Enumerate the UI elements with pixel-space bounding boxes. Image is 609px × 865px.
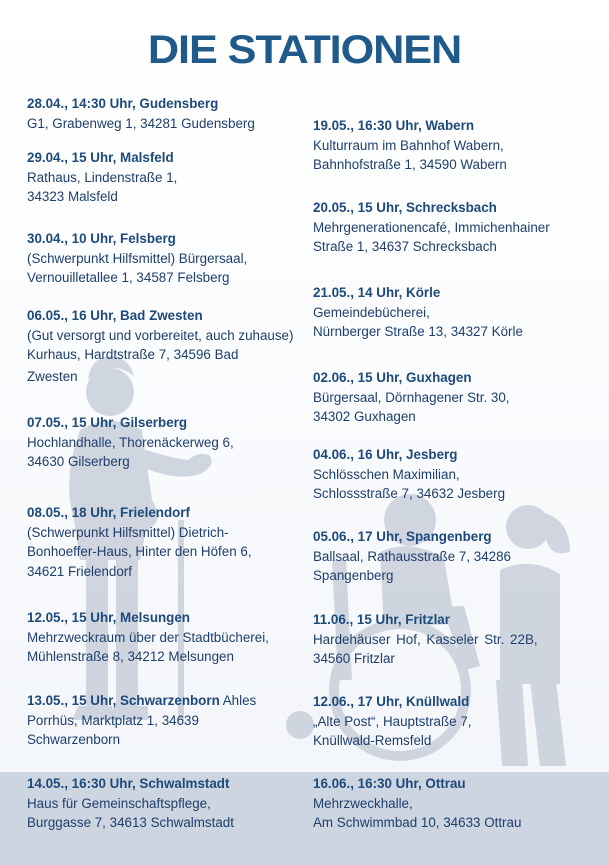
station-address-line: (Gut versorgt und vorbereitet, auch zuhause) (27, 327, 294, 343)
station-date-place: 14.05., 16:30 Uhr, Schwalmstadt (27, 776, 230, 791)
station-address-line: Ballsaal, Rathausstraße 7, 34286 (313, 548, 512, 564)
station-address-line: G1, Grabenweg 1, 34281 Gudensberg (27, 115, 255, 131)
station-address-line: Schlösschen Maximilian, (313, 466, 460, 482)
station-entry (27, 413, 312, 472)
station-address-line: Bonhoeffer-Haus, Hinter den Höfen 6, (27, 544, 252, 559)
station-entry (27, 306, 312, 386)
station-entry (313, 527, 598, 586)
station-date-place: 05.06., 17 Uhr, Spangenberg (313, 529, 492, 544)
station-address-line: „Alte Post“, Hauptstraße 7, (313, 713, 472, 729)
station-entry (313, 283, 598, 342)
station-address-line: Schlossstraße 7, 34632 Jesberg (313, 486, 506, 501)
station-address-line: Mehrzweckraum über der Stadtbücherei, (27, 629, 269, 645)
station-address-line: Hardehäuser Hof, Kasseler Str. 22B, (313, 631, 538, 647)
station-date-place: 21.05., 14 Uhr, Körle (313, 285, 441, 300)
station-address-line: 34560 Fritzlar (313, 651, 395, 666)
station-date-place: 11.06., 15 Uhr, Fritzlar (313, 612, 450, 627)
station-address-line: Spangenberg (313, 568, 394, 583)
station-entry (313, 116, 598, 175)
station-entry (27, 774, 312, 833)
page-title: DIE STATIONEN (147, 28, 462, 72)
station-date-place: 04.06., 16 Uhr, Jesberg (313, 447, 458, 462)
station-address-line: Vernouilletallee 1, 34587 Felsberg (27, 270, 230, 285)
station-entry (27, 229, 312, 288)
station-address-line: Mehrzweckhalle, (313, 795, 413, 811)
station-address-line: Am Schwimmbad 10, 34633 Ottrau (313, 815, 522, 830)
station-entry (27, 503, 312, 581)
station-address-line: Kulturraum im Bahnhof Wabern, (313, 137, 504, 153)
station-entry (27, 608, 312, 667)
station-address-line: Gemeindebücherei, (313, 304, 430, 320)
station-date-place: 06.05., 16 Uhr, Bad Zwesten (27, 308, 203, 323)
station-date-place: 28.04., 14:30 Uhr, Gudensberg (27, 96, 219, 111)
station-address-line: Schwarzenborn (27, 732, 121, 747)
station-address-line: 34302 Guxhagen (313, 409, 416, 424)
station-address-line: Knüllwald-Remsfeld (313, 733, 432, 748)
station-entry (27, 94, 312, 133)
station-address-line: Haus für Gemeinschaftspflege, (27, 795, 211, 811)
station-address-line: Straße 1, 34637 Schrecksbach (313, 239, 497, 254)
station-place-suffix: Ahles (219, 693, 257, 708)
station-address-line: (Schwerpunkt Hilfsmittel) Bürgersaal, (27, 250, 248, 266)
station-address-line: Bahnhofstraße 1, 34590 Wabern (313, 157, 507, 172)
station-date-place: 12.05., 15 Uhr, Melsungen (27, 610, 190, 625)
station-date-place: 19.05., 16:30 Uhr, Wabern (313, 118, 475, 133)
station-date-place: 29.04., 15 Uhr, Malsfeld (27, 150, 174, 165)
station-address-line: Burggasse 7, 34613 Schwalmstadt (27, 815, 234, 830)
station-address-line: 34630 Gilserberg (27, 454, 130, 469)
station-address-line: Rathaus, Lindenstraße 1, (27, 169, 178, 185)
station-entry (313, 692, 598, 751)
station-address-line: 34621 Frielendorf (27, 563, 132, 579)
station-date-place: 13.05., 15 Uhr, Schwarzenborn (27, 693, 220, 708)
station-address-line: 34323 Malsfeld (27, 189, 118, 204)
station-address-line: Mühlenstraße 8, 34212 Melsungen (27, 649, 234, 664)
station-entry (313, 445, 598, 504)
station-entry (27, 148, 312, 207)
station-entry (313, 610, 561, 669)
station-entry (27, 691, 312, 750)
station-date-place: 08.05., 18 Uhr, Frielendorf (27, 505, 190, 520)
station-date-place: 12.06., 17 Uhr, Knüllwald (313, 694, 470, 709)
station-address-line: Hochlandhalle, Thorenäckerweg 6, (27, 434, 234, 450)
station-address-line: Bürgersaal, Dörnhagener Str. 30, (313, 389, 510, 405)
station-date-place: 30.04., 10 Uhr, Felsberg (27, 231, 176, 246)
station-date-place: 07.05., 15 Uhr, Gilserberg (27, 415, 188, 430)
station-address-line: Nürnberger Straße 13, 34327 Körle (313, 324, 523, 339)
station-address-line: Porrhüs, Marktplatz 1, 34639 (27, 712, 199, 728)
station-address-line: Kurhaus, Hardtstraße 7, 34596 Bad (27, 347, 239, 362)
station-address-line: Mehrgenerationencafé, Immichenhainer (313, 219, 550, 235)
station-entry (313, 198, 598, 257)
station-address-line: Zwesten (27, 368, 78, 384)
station-address-line: (Schwerpunkt Hilfsmittel) Dietrich- (27, 524, 229, 540)
station-date-place: 02.06., 15 Uhr, Guxhagen (313, 370, 472, 385)
station-date-place: 20.05., 15 Uhr, Schrecksbach (313, 200, 497, 215)
station-date-place: 16.06., 16:30 Uhr, Ottrau (313, 776, 466, 791)
station-entry (313, 368, 598, 427)
station-entry (313, 774, 598, 833)
